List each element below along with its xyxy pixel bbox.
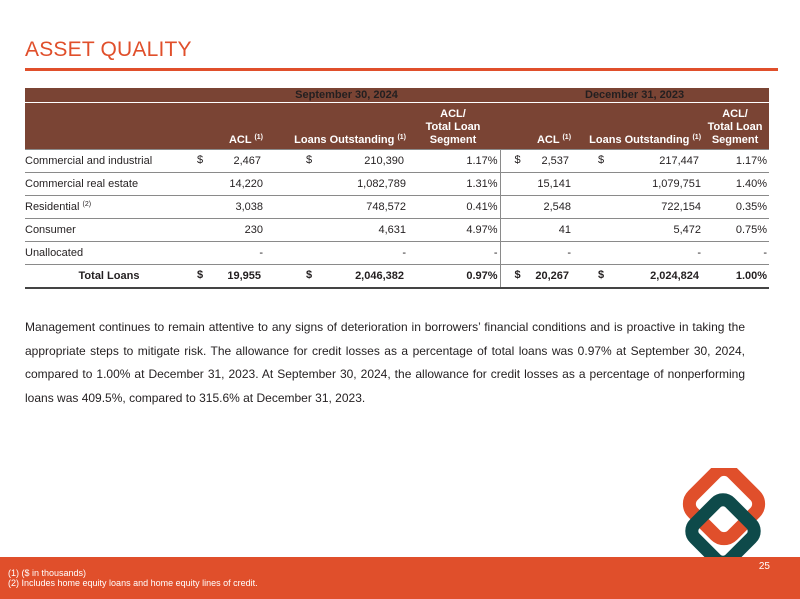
company-logo-icon [674, 468, 774, 568]
commentary-paragraph: Management continues to remain attentive to any signs of deterioration in borrowers’ financial conditions and is proactive in taking the appropriate steps to mitigate risk. The allowance for credit losses as a percentage of total loans was 0.97% at September 30, 2024, compared to 1.00% at December 31, 2023. At September 30, 2024, the allowance for credit losses as a percentage of nonperforming loans was 409.5%, compared to 315.6% at December 31, 2023. [25, 320, 745, 405]
footnote-1: (1) ($ in thousands) [8, 568, 87, 578]
col-acl-2023: ACL $^{(1)}$ [500, 103, 573, 150]
col-loans-2023: Loans Outstanding $^{(1)}$ [573, 103, 703, 150]
table-row: Commercial and industrial $ 2,467 $ 210,390 1.17% $ 2,537 $ 217,447 1.17% [25, 150, 769, 173]
col-loans-2024: Loans Outstanding $^{(1)}$ [265, 103, 408, 150]
table-row: Commercial real estate 14,220 1,082,789 1.31% 15,141 1,079,751 1.40% [25, 173, 769, 196]
col-ratio-2024: ACL/ Total Loan Segment [408, 103, 500, 150]
asset-quality-table [25, 88, 769, 289]
table-row: Unallocated - - - - - - [25, 242, 769, 265]
page-title: ASSET QUALITY [25, 38, 192, 61]
column-header-row [25, 103, 769, 150]
row-label: Residential $^{(2)}$ [25, 196, 193, 219]
period-dec-2023: December 31, 2023 [500, 88, 769, 103]
row-label: Consumer [25, 219, 193, 242]
total-row: Total Loans $ 19,955 $ 2,046,382 0.97% $ 20,267 $ 2,024,824 1.00% [25, 265, 769, 289]
col-ratio-2023: ACL/ Total Loan Segment [703, 103, 769, 150]
total-label: Total Loans [25, 265, 193, 289]
page-number: 25 [758, 561, 770, 572]
row-label: Commercial and industrial [25, 150, 193, 173]
title-divider [25, 68, 778, 71]
row-label: Unallocated [25, 242, 193, 265]
period-sep-2024: September 30, 2024 [193, 88, 500, 103]
footnote-2: (2) Includes home equity loans and home equity lines of credit. [8, 578, 258, 588]
table-row: Consumer 230 4,631 4.97% 41 5,472 0.75% [25, 219, 769, 242]
table-row: Residential $^{(2)}$ 3,038 748,572 0.41% 2,548 722,154 0.35% [25, 196, 769, 219]
footnotes [8, 568, 258, 588]
row-label: Commercial real estate [25, 173, 193, 196]
period-header-row [25, 88, 769, 103]
col-acl-2024: ACL $^{(1)}$ [193, 103, 265, 150]
